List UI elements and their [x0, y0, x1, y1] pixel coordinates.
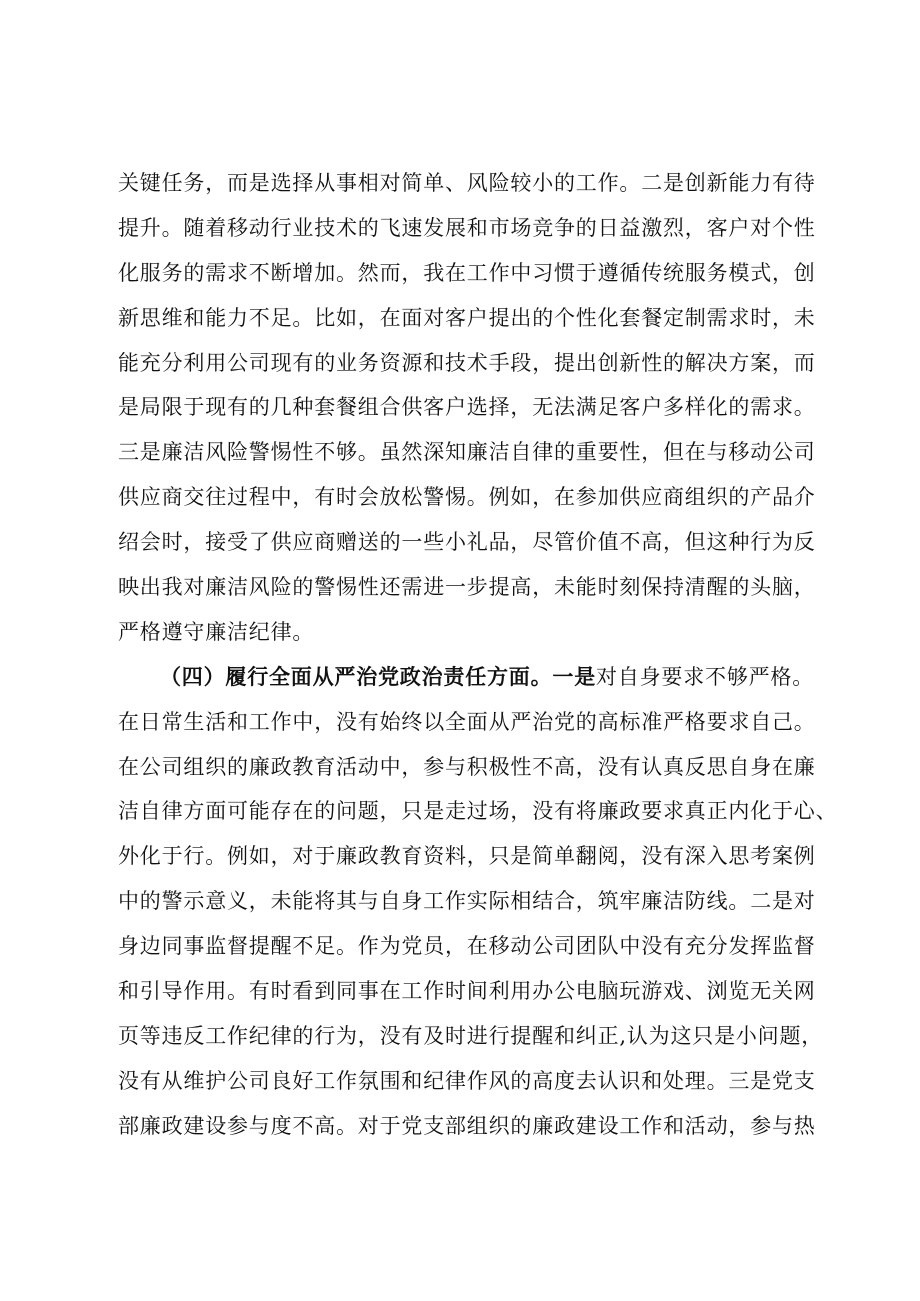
text-line: 新思维和能力不足。比如，在面对客户提出的个性化套餐定制需求时，未	[118, 305, 816, 330]
text-line: 外化于行。例如，对于廉政教育资料，只是简单翻阅，没有深入思考案例	[118, 844, 816, 869]
text-line: 绍会时，接受了供应商赠送的一些小礼品，尽管价值不高，但这种行为反	[118, 530, 816, 555]
text-line: 关键任务，而是选择从事相对简单、风险较小的工作。二是创新能力有待	[118, 171, 816, 195]
text-line: 提升。随着移动行业技术的飞速发展和市场竞争的日益激烈，客户对个性	[118, 215, 816, 240]
text-line: 化服务的需求不断增加。然而，我在工作中习惯于遵循传统服务模式，创	[118, 260, 816, 285]
section-4-lead: 一是	[552, 663, 597, 689]
text-line: 在公司组织的廉政教育活动中，参与积极性不高，没有认真反思自身在廉	[118, 754, 816, 779]
text-line: 没有从维护公司良好工作氛围和纪律作风的高度去认识和处理。三是党支	[118, 1068, 816, 1093]
text-line: 和引导作用。有时看到同事在工作时间利用办公电脑玩游戏、浏览无关网	[118, 979, 816, 1004]
text-line: 部廉政建设参与度不高。对于党支部组织的廉政建设工作和活动，参与热	[118, 1113, 816, 1138]
text-line: 映出我对廉洁风险的警惕性还需进一步提高，未能时刻保持清醒的头脑，	[118, 575, 816, 600]
text-line: 洁自律方面可能存在的问题，只是走过场，没有将廉政要求真正内化于心、	[118, 799, 838, 824]
text-line: 中的警示意义，未能将其与自身工作实际相结合，筑牢廉洁防线。二是对	[118, 889, 816, 914]
text-line: 在日常生活和工作中，没有始终以全面从严治党的高标准严格要求自己。	[118, 709, 816, 734]
section-4-first-line-text: 对自身要求不够严格。	[596, 664, 815, 689]
text-line: 严格遵守廉洁纪律。	[118, 619, 315, 644]
document-body	[118, 161, 838, 1149]
section-4-first-line	[118, 655, 824, 700]
text-line: 身边同事监督提醒不足。作为党员，在移动公司团队中没有充分发挥监督	[118, 934, 816, 959]
text-line: 页等违反工作纪律的行为，没有及时进行提醒和纠正,认为这只是小问题，	[118, 1023, 824, 1048]
text-line: 能充分利用公司现有的业务资源和技术手段，提出创新性的解决方案，而	[118, 350, 816, 375]
text-line: 是局限于现有的几种套餐组合供客户选择，无法满足客户多样化的需求。	[118, 395, 816, 420]
paragraph-self-review	[118, 161, 824, 655]
text-line: 供应商交往过程中，有时会放松警惕。例如，在参加供应商组织的产品介	[118, 485, 816, 510]
section-4-heading: （四）履行全面从严治党政治责任方面。	[160, 663, 553, 689]
paragraph-section-4	[118, 655, 838, 1149]
text-line: 三是廉洁风险警惕性不够。虽然深知廉洁自律的重要性，但在与移动公司	[118, 440, 816, 465]
